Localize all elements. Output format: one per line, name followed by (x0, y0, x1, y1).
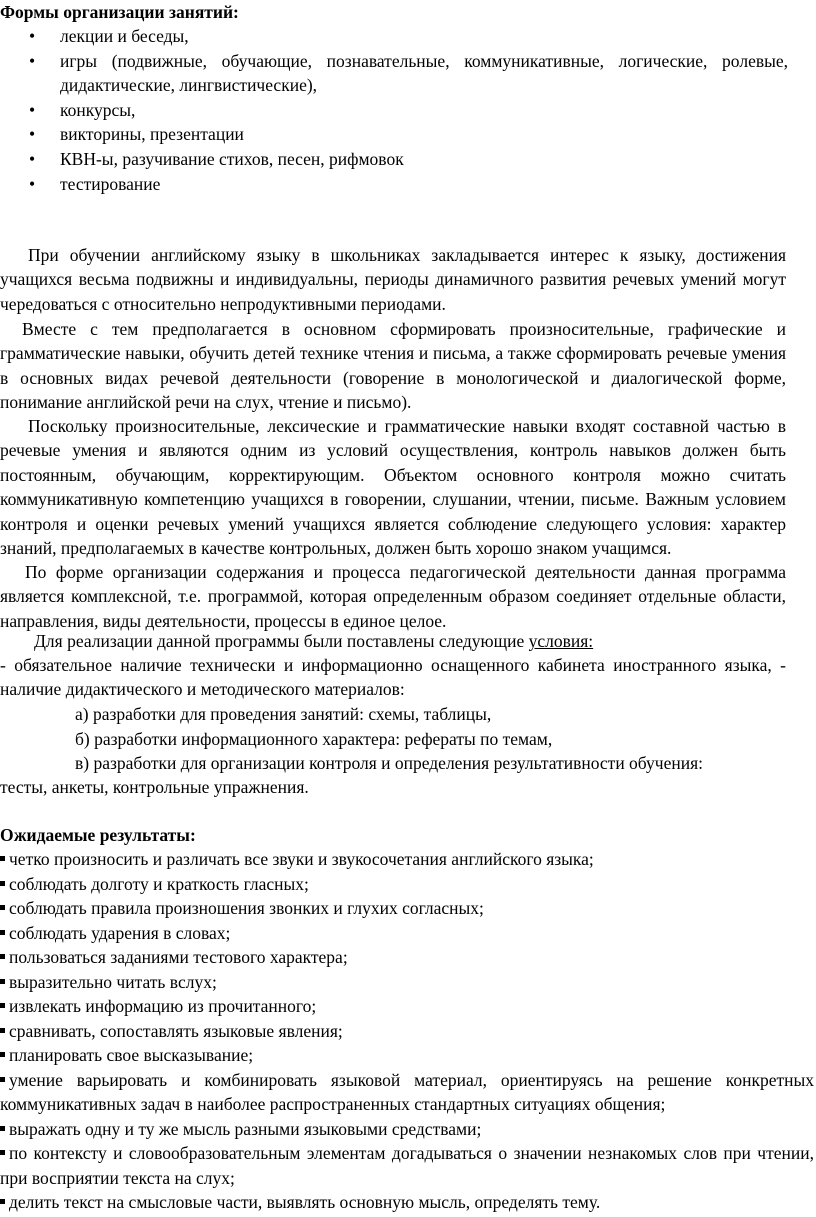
bullet-icon: • (29, 99, 36, 120)
paragraph-requirements: - обязательное наличие технически и информационно оснащенного кабинета иностранного языка, - наличие дидактического и методического материалов: (0, 655, 786, 700)
paragraph-conditions: Для реализации данной программы были поставлены следующие условия: (34, 631, 594, 651)
square-bullet-icon (0, 930, 5, 935)
list-item: соблюдать правила произношения звонких и глухих согласных; (0, 896, 814, 921)
square-bullet-icon (0, 1052, 5, 1057)
forms-list (0, 24, 816, 196)
list-item: выражать одну и ту же мысль разными языковыми средствами; (0, 1117, 814, 1142)
square-bullet-icon (0, 1126, 5, 1131)
sub-item-c-continued: тесты, анкеты, контрольные упражнения. (0, 777, 309, 797)
list-item: соблюдать долготу и краткость гласных; (0, 872, 814, 897)
bullet-icon: • (29, 124, 36, 145)
sub-item-a: а) разработки для проведения занятий: схемы, таблицы, (75, 704, 492, 724)
list-item: • тестирование (0, 172, 816, 197)
paragraph-control: Поскольку произносительные, лексические и грамматические навыки входят составной частью в речевые умения и являются одним из условий осуществления, контроль навыков должен быть постоянным, обучающим, корректирующим. Объектом основного контроля можно считать коммуникативную компетенцию учащихся в говорении, слушании, чтении, письме. Важным условием контроля и оценки речевых умений учащихся является соблюдение следующего условия: характер знаний, предполагаемых в качестве контрольных, должен быть хорошо знаком учащимся. (0, 416, 786, 559)
paragraph-skills: Вместе с тем предполагается в основном сформировать произносительные, графические и грамматические навыки, обучить детей технике чтения и письма, а также сформировать речевые умения в основных видах речевой деятельности (говорение в монологической и диалогической форме, понимание английской речи на слух, чтение и письмо). (0, 319, 786, 413)
square-bullet-icon (0, 856, 5, 861)
square-bullet-icon (0, 1028, 5, 1033)
conditions-underlined: условия: (528, 631, 594, 651)
square-bullet-icon (0, 881, 5, 886)
square-bullet-icon (0, 1077, 5, 1082)
list-item: четко произносить и различать все звуки и звукосочетания английского языка; (0, 847, 814, 872)
list-item: пользоваться заданиями тестового характера; (0, 945, 814, 970)
list-item: • игры (подвижные, обучающие, познавательные, коммуникативные, логические, ролевые, дидактические, лингвистические), (29, 50, 788, 96)
bullet-icon: • (29, 173, 36, 194)
list-item: • викторины, презентации (0, 122, 816, 147)
bullet-icon: • (29, 26, 36, 46)
list-item: выразительно читать вслух; (0, 970, 814, 995)
list-item: делить текст на смысловые части, выявлять основную мысль, определять тему. (0, 1190, 814, 1215)
bullet-icon: • (29, 50, 36, 71)
list-item: соблюдать ударения в словах; (0, 921, 814, 946)
sub-item-b: б) разработки информационного характера: рефераты по темам, (75, 729, 553, 749)
forms-heading: Формы организации занятий: (0, 2, 239, 22)
sub-item-c: в) разработки для организации контроля и определения результативности обучения: (75, 753, 704, 773)
bullet-icon: • (29, 148, 36, 169)
list-item: сравнивать, сопоставлять языковые явления; (0, 1019, 814, 1044)
square-bullet-icon (0, 979, 5, 984)
results-heading: Ожидаемые результаты: (0, 825, 196, 845)
list-item: планировать свое высказывание; (0, 1043, 814, 1068)
square-bullet-icon (0, 1150, 5, 1155)
square-bullet-icon (0, 954, 5, 959)
list-item: извлекать информацию из прочитанного; (0, 994, 814, 1019)
square-bullet-icon (0, 905, 5, 910)
list-item: • лекции и беседы, (0, 24, 816, 49)
list-item: по контексту и словообразовательным элементам догадываться о значении незнакомых слов при чтении, при восприятии текста на слух; (0, 1143, 814, 1188)
paragraph-program-form: По форме организации содержания и процесса педагогической деятельности данная программа является комплексной, т.е. программой, которая определенным образом соединяет отдельные области, направления, виды деятельности, процессы в единое целое. (0, 562, 786, 631)
paragraph-interest: При обучении английскому языку в школьниках закладывается интерес к языку, достижения учащихся весьма подвижны и индивидуальны, периоды динамичного развития речевых умений могут чередоваться с относительно непродуктивными периодами. (0, 245, 786, 314)
list-item: умение варьировать и комбинировать языковой материал, ориентируясь на решение конкретных коммуникативных задач в наиболее распространенных стандартных ситуациях общения; (0, 1069, 814, 1114)
results-list (0, 847, 816, 1215)
list-item: • КВН-ы, разучивание стихов, песен, рифмовок (0, 147, 816, 172)
list-item: • конкурсы, (0, 98, 816, 123)
square-bullet-icon (0, 1199, 5, 1204)
square-bullet-icon (0, 1003, 5, 1008)
